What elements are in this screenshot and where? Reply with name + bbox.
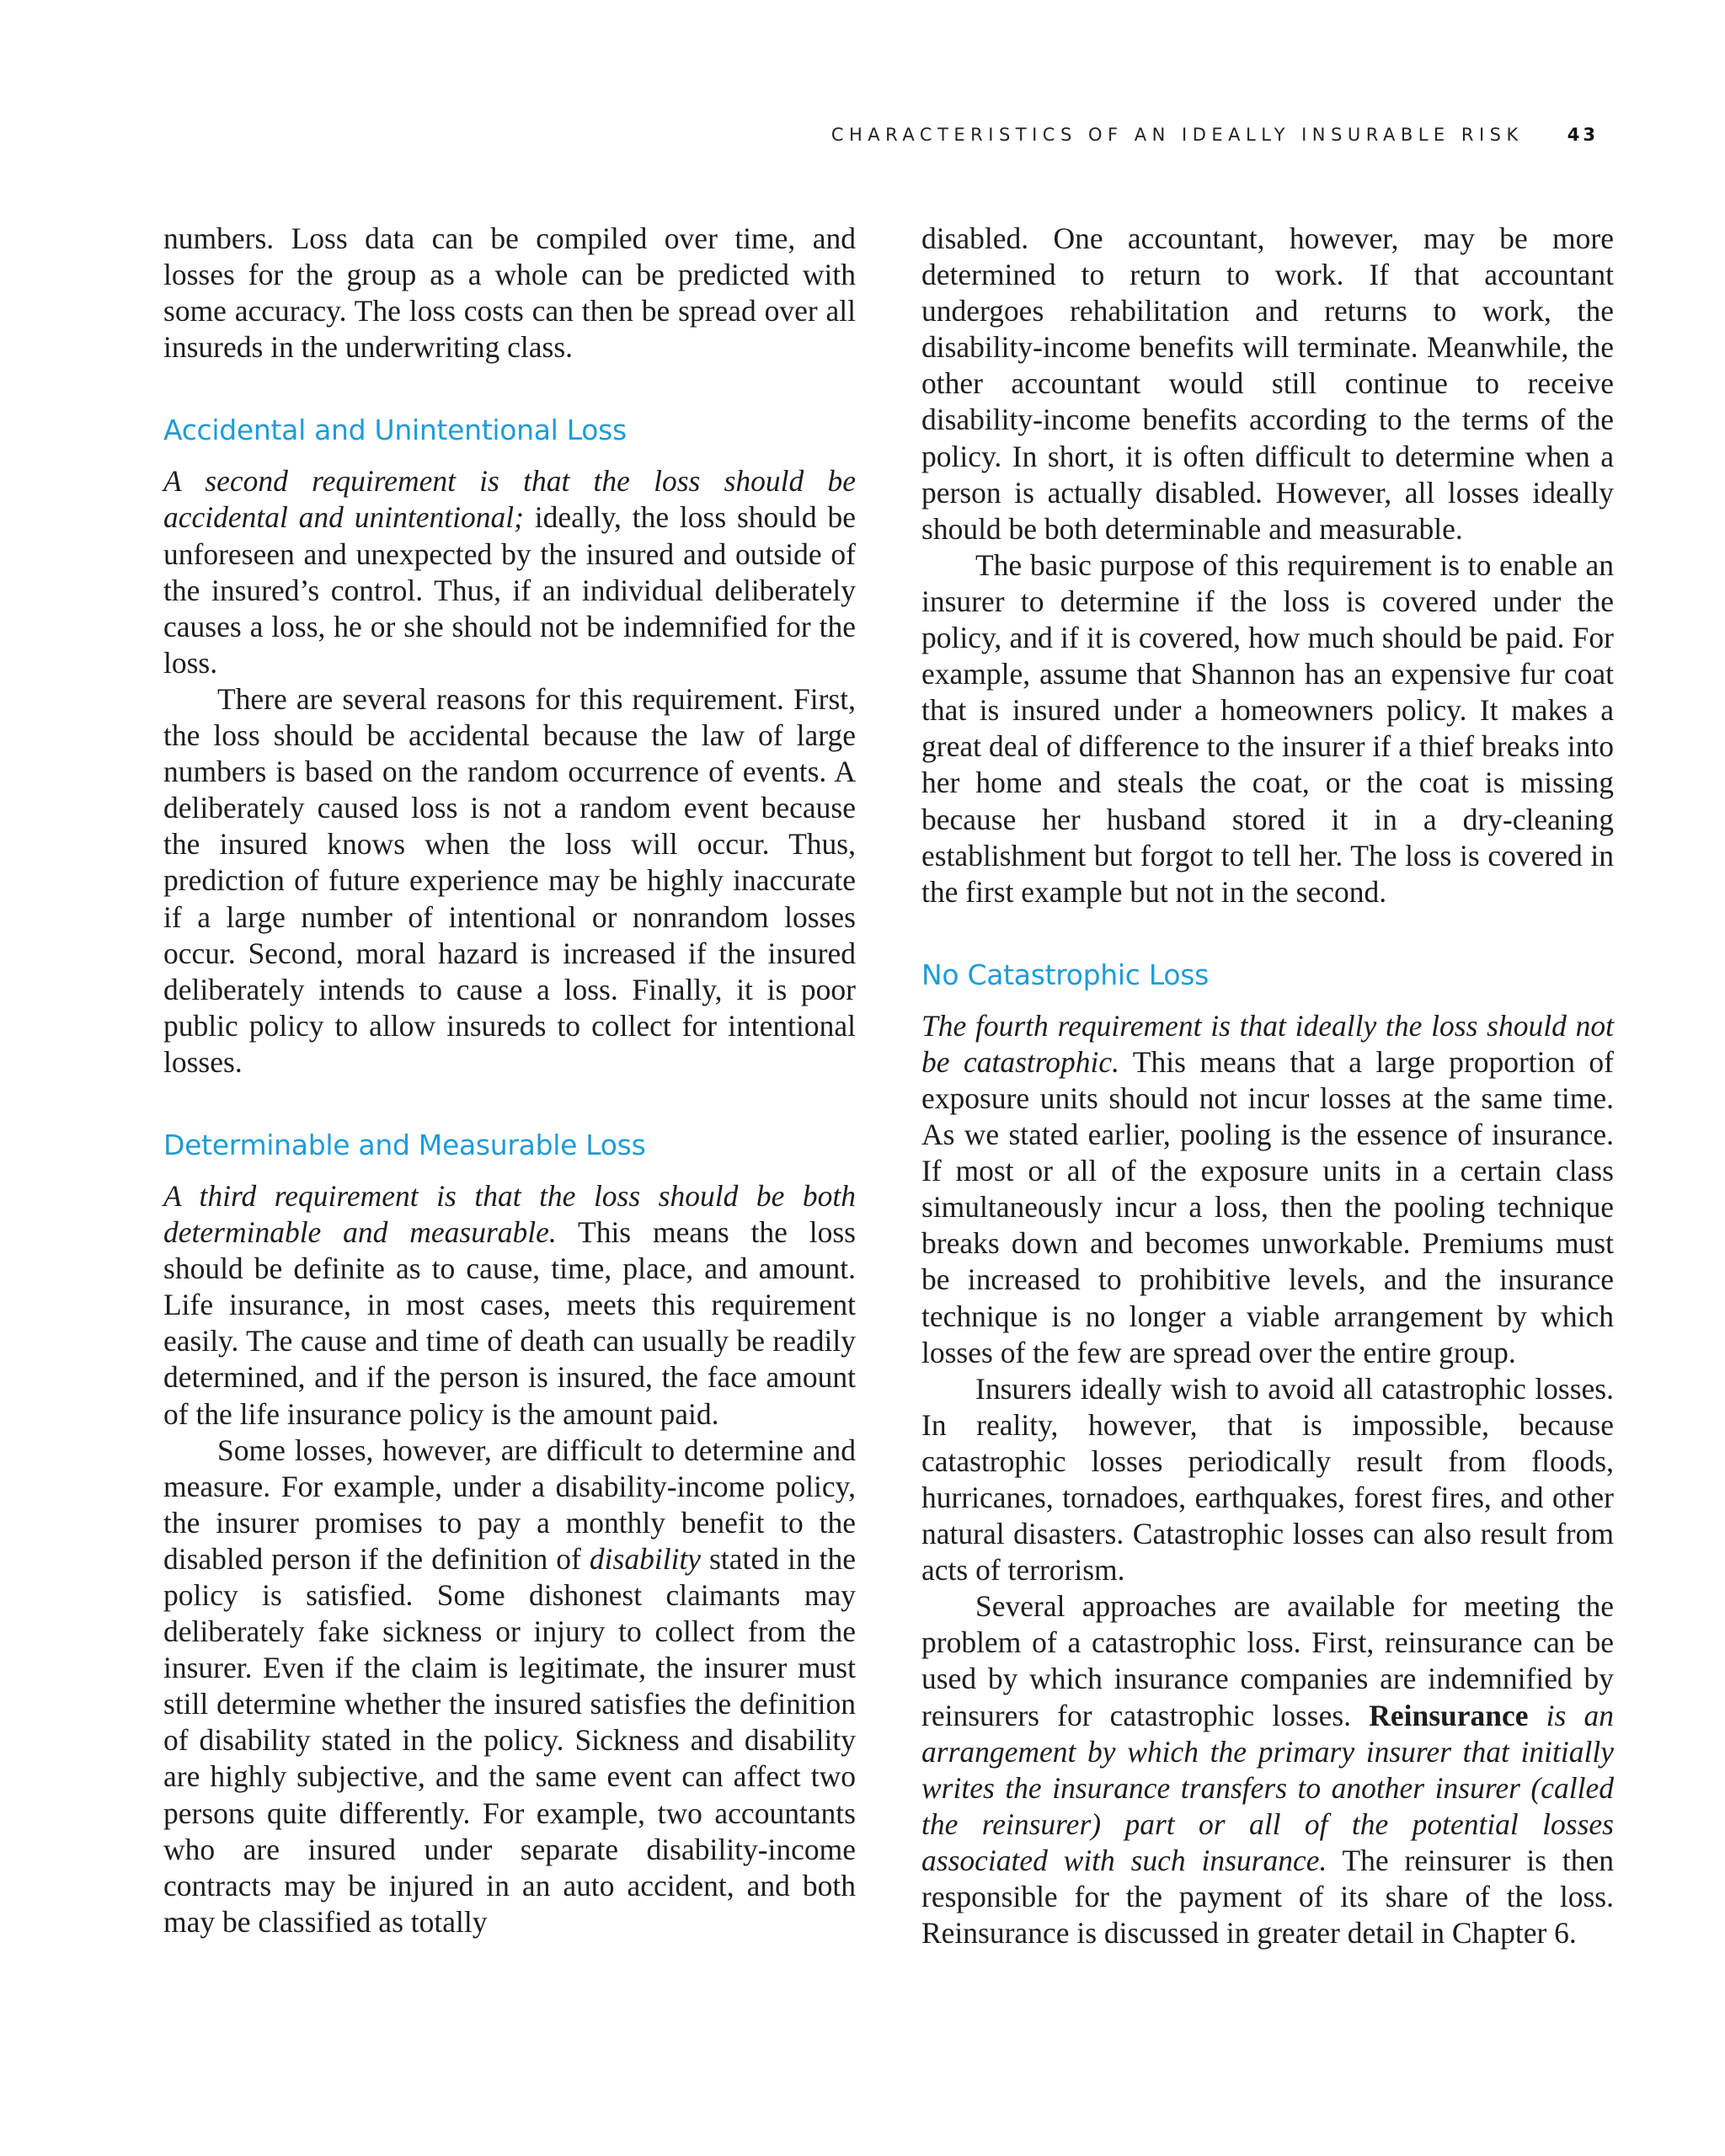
- determinable-lead: A third requirement is that the loss should be both determinable and measurable.: [163, 1178, 856, 1250]
- reinsurance-term: Reinsurance: [1369, 1698, 1529, 1732]
- right-continuation-paragraph: disabled. One accountant, however, may be more determined to return to work. If that accountant undergoes rehabilitation and returns to work, the disability-income benefits will terminate. Meanwhile, the other accountant would still continue to receive disability-income benefits according to the terms of the policy. In short, it is often difficult to determine when a person is actually disabled. However, all losses ideally should be both determinable and measurable.: [921, 221, 1614, 546]
- page-number: 43: [1567, 125, 1599, 145]
- determinable-p2-part-a: Some losses, however, are difficult to determine and measure. For example, under a disability-income policy, the insurer promises to pay a monthly benefit to the disabled person if the definition of: [163, 1433, 856, 1576]
- catastrophic-lead: The fourth requirement is that ideally the loss should not be catastrophic.: [921, 1008, 1614, 1079]
- determinable-paragraph-1: [163, 1178, 856, 1433]
- determinable-p2-part-b: stated in the policy is satisfied. Some dishonest claimants may deliberately fake sickness or injury to collect from the insurer. Even if the claim is legitimate, the insurer must still determine whether the insured satisfies the definition of disability stated in the policy. Sickness and disability are highly subjective, and the same event can affect two persons quite differently. For example, two accountants who are insured under separate disability-income contracts may be injured in an auto accident, and both may be classified as totally: [163, 1541, 857, 1939]
- running-head: [831, 125, 1599, 145]
- accidental-lead: A second requirement is that the loss should be accidental and unintentional;: [163, 464, 856, 535]
- accidental-rest: ideally, the loss should be unforeseen and unexpected by the insured and outside of the insured’s control. Thus, if an individual deliberately causes a loss, he or she should not be indemnified for the loss.: [163, 500, 856, 680]
- heading-determinable-loss: Determinable and Measurable Loss: [163, 1128, 646, 1161]
- catastrophic-p3-part-a: Several approaches are available for meeting the problem of a catastrophic loss. First, reinsurance can be used by which insurance companies are indemnified by reinsurers for catastrophic losses.: [921, 1589, 1614, 1732]
- catastrophic-rest: This means that a large proportion of exposure units should not incur losses at the same time. As we stated earlier, pooling is the essence of insurance. If most or all of the exposure units in a certain class simultaneously incur a loss, then the pooling technique breaks down and becomes unworkable. Premiums must be increased to prohibitive levels, and the insurance technique is no longer a viable arrangement by which losses of the few are spread over the entire group.: [921, 1044, 1615, 1369]
- continuation-paragraph: numbers. Loss data can be compiled over time, and losses for the group as a whole can be predicted with some accuracy. The loss costs can then be spread over all insureds in the underwriting class.: [163, 221, 856, 365]
- disability-term: disability: [589, 1541, 702, 1576]
- accidental-paragraph-2: There are several reasons for this requirement. First, the loss should be accidental because the law of large numbers is based on the random occurrence of events. A deliberately caused loss is not a random event because the insured knows when the loss will occur. Thus, prediction of future experience may be highly inaccurate if a large number of intentional or nonrandom losses occur. Second, moral hazard is increased if the insured deliberately intends to cause a loss. Finally, it is poor public policy to allow insureds to collect for intentional losses.: [163, 681, 856, 1079]
- purpose-paragraph: The basic purpose of this requirement is to enable an insurer to determine if the loss is covered under the policy, and if it is covered, how much should be paid. For example, assume that Shannon has an expensive fur coat that is insured under a homeowners policy. It makes a great deal of difference to the insurer if a thief breaks into her home and steals the coat, or the coat is missing because her husband stored it in a dry-cleaning establishment but forgot to tell her. The loss is covered in the first example but not in the second.: [921, 547, 1614, 909]
- catastrophic-paragraph-3: [921, 1588, 1614, 1951]
- accidental-paragraph-1: [163, 463, 856, 681]
- catastrophic-paragraph-2: Insurers ideally wish to avoid all catastrophic losses. In reality, however, that is impossible, because catastrophic losses periodically result from floods, hurricanes, tornadoes, earthquakes, forest fires, and other natural disasters. Catastrophic losses can also result from acts of terrorism.: [921, 1371, 1614, 1588]
- reinsurance-definition: is an arrangement by which the primary insurer that initially writes the insurance transfers to another insurer (called the reinsurer) part or all of the potential losses associated with such insurance.: [921, 1698, 1615, 1877]
- running-title: CHARACTERISTICS OF AN IDEALLY INSURABLE RISK: [830, 125, 1524, 145]
- catastrophic-paragraph-1: [921, 1008, 1614, 1371]
- heading-catastrophic-loss: No Catastrophic Loss: [921, 958, 1209, 991]
- left-column: [163, 221, 856, 1940]
- catastrophic-p3-part-b: The reinsurer is then responsible for the payment of its share of the loss. Reinsurance is discussed in greater detail in Chapter 6.: [921, 1843, 1614, 1951]
- right-column: [921, 221, 1614, 1951]
- determinable-rest: This means the loss should be definite as to cause, time, place, and amount. Life insurance, in most cases, meets this requirement easily. The cause and time of death can usually be readily determined, and if the person is insured, the face amount of the life insurance policy is the amount paid.: [163, 1215, 856, 1431]
- determinable-paragraph-2: [163, 1433, 856, 1940]
- heading-accidental-loss: Accidental and Unintentional Loss: [163, 414, 627, 447]
